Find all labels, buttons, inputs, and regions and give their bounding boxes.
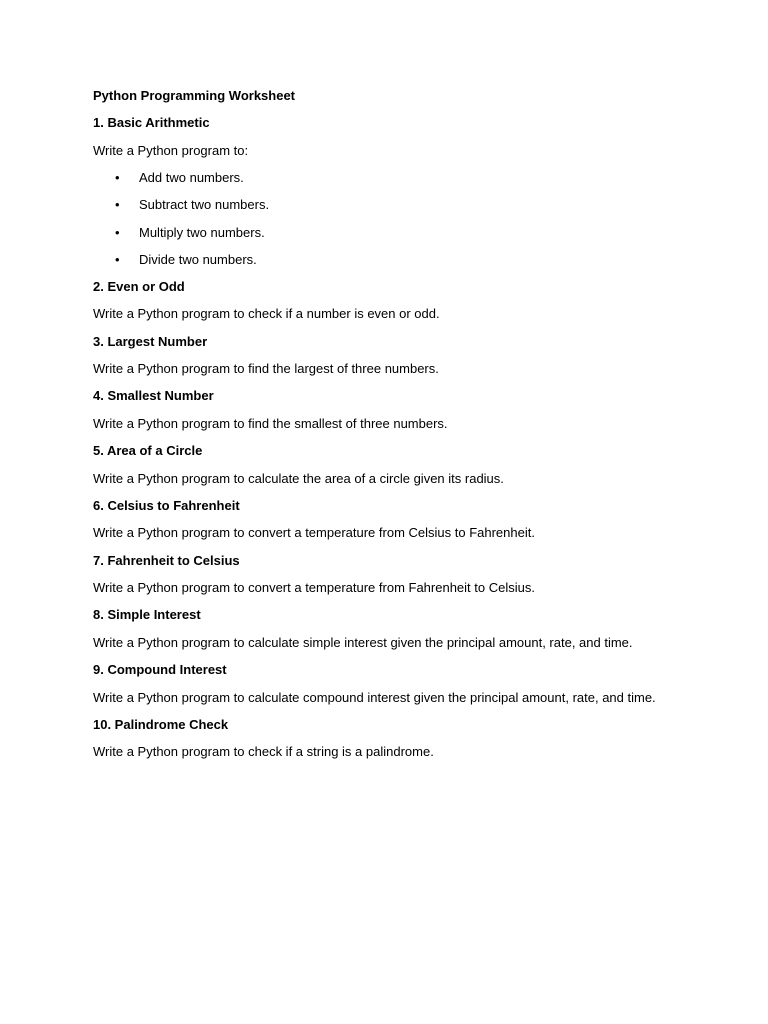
bullet-marker: • [115,252,120,267]
document-title: Python Programming Worksheet [93,88,296,103]
bullet-item: Add two numbers. [139,170,244,185]
section-heading-compound-interest: 9. Compound Interest [93,662,227,677]
bullet-item: Divide two numbers. [139,252,257,267]
section-text-smallest-number: Write a Python program to find the smallest of three numbers. [93,416,448,431]
bullet-marker: • [115,225,120,240]
bullet-marker: • [115,197,120,212]
section-text-compound-interest: Write a Python program to calculate compound interest given the principal amount, rate, and time. [93,690,656,705]
section-heading-largest-number: 3. Largest Number [93,334,208,349]
section-text-palindrome-check: Write a Python program to check if a string is a palindrome. [93,744,434,759]
section-text-basic-arithmetic: Write a Python program to: [93,143,249,158]
bullet-item: Multiply two numbers. [139,225,265,240]
section-heading-palindrome-check: 10. Palindrome Check [93,717,229,732]
section-heading-basic-arithmetic: 1. Basic Arithmetic [93,115,210,130]
section-heading-smallest-number: 4. Smallest Number [93,388,214,403]
section-text-simple-interest: Write a Python program to calculate simple interest given the principal amount, rate, and time. [93,635,633,650]
section-heading-fahrenheit-to-celsius: 7. Fahrenheit to Celsius [93,553,240,568]
section-text-celsius-to-fahrenheit: Write a Python program to convert a temperature from Celsius to Fahrenheit. [93,525,535,540]
bullet-item: Subtract two numbers. [139,197,270,212]
section-heading-celsius-to-fahrenheit: 6. Celsius to Fahrenheit [93,498,240,513]
section-heading-area-of-circle: 5. Area of a Circle [93,443,203,458]
bullet-marker: • [115,170,120,185]
section-heading-even-or-odd: 2. Even or Odd [93,279,185,294]
section-text-fahrenheit-to-celsius: Write a Python program to convert a temperature from Fahrenheit to Celsius. [93,580,535,595]
section-heading-simple-interest: 8. Simple Interest [93,607,201,622]
section-text-even-or-odd: Write a Python program to check if a number is even or odd. [93,306,440,321]
section-text-area-of-circle: Write a Python program to calculate the area of a circle given its radius. [93,471,504,486]
section-text-largest-number: Write a Python program to find the largest of three numbers. [93,361,439,376]
